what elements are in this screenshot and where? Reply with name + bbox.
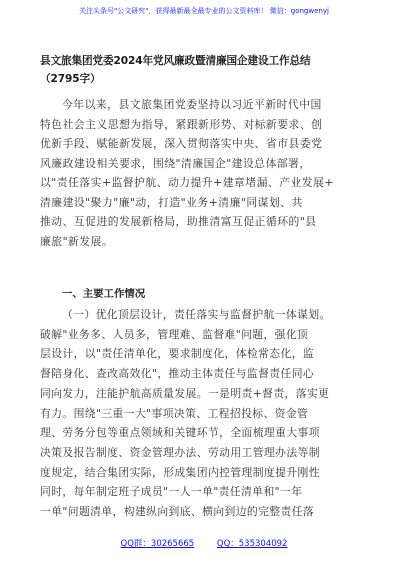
title-line: 县文旅集团党委2024年党风廉政暨清廉国企建设工作总结: [40, 55, 311, 67]
document-title: [40, 52, 370, 88]
text-line: 优新手段、赋能新发展，深入贯彻落实中央、省市县委党: [40, 137, 323, 150]
qq-contact-link[interactable]: QQ：535304092: [216, 539, 288, 549]
text-line: 度规定，结合集团实际，形成集团内控管理制度提升刚性: [40, 465, 320, 479]
wechat-id: 微信：gongwenyj: [269, 7, 329, 15]
text-line: 督陪身化、查改高效化"，推动主体责任与监督责任同心: [40, 367, 315, 381]
promo-banner: [0, 6, 408, 16]
text-line: 决策及报告制度、资金管理办法、劳动用工管理办法等制: [40, 445, 320, 459]
contact-footer: [0, 538, 408, 550]
text-line: 一单"问题清单，构建纵向到底、横向到边的完整责任落: [40, 505, 315, 519]
section-heading: 一、主要工作情况: [62, 288, 146, 300]
text-line: 特色社会主义思想为指导，紧跟新形势、对标新要求、创: [40, 117, 323, 131]
text-line: 今年以来，县文旅集团党委坚持以习近平新时代中国: [62, 98, 322, 111]
qq-group-link[interactable]: QQ群：30265665: [120, 539, 195, 549]
text-line: 同时，每年制定班子成员"一人一单"责任清单和"一年: [40, 485, 303, 499]
section-paragraph: [40, 305, 370, 522]
text-line: 清廉建设"聚力"廉"动，打造"业务+清廉"同谋划、共: [40, 195, 303, 209]
promo-text: 关注头条号"公文研究"，获得最新最全最专业的公文资料库！: [79, 7, 268, 15]
text-line: 破解"业务多、人员多，管理难、监督难"问题，强化顶: [40, 327, 309, 341]
text-line: （一）优化顶层设计，责任落实与监督护航一体谋划。: [62, 308, 331, 321]
text-line: 层设计，以"责任清单化，要求制度化，体检常态化，监: [40, 347, 315, 361]
intro-paragraph: [40, 95, 370, 251]
text-line: 廉旅"新发展。: [40, 234, 114, 248]
text-line: 风廉政建设相关要求，围绕"清廉国企"建设总体部署，: [40, 156, 311, 170]
text-line: 有力。围绕"三重一大"事项决策、工程招投标、资金管: [40, 406, 309, 420]
text-line: 理、劳务分包等重点领域和关键环节，全面梳理重大事项: [40, 426, 320, 440]
text-line: 同向发力，注能护航高质量发展。一是明责+督责，落实更: [40, 386, 330, 400]
text-line: 推动、互促进的发展新格局，助推清富互促正循环的"县: [40, 215, 317, 228]
word-count: （2795字）: [40, 73, 101, 85]
text-line: 以"责任落实+监督护航、动力提升+建章堵漏、产业发展+: [40, 176, 334, 189]
